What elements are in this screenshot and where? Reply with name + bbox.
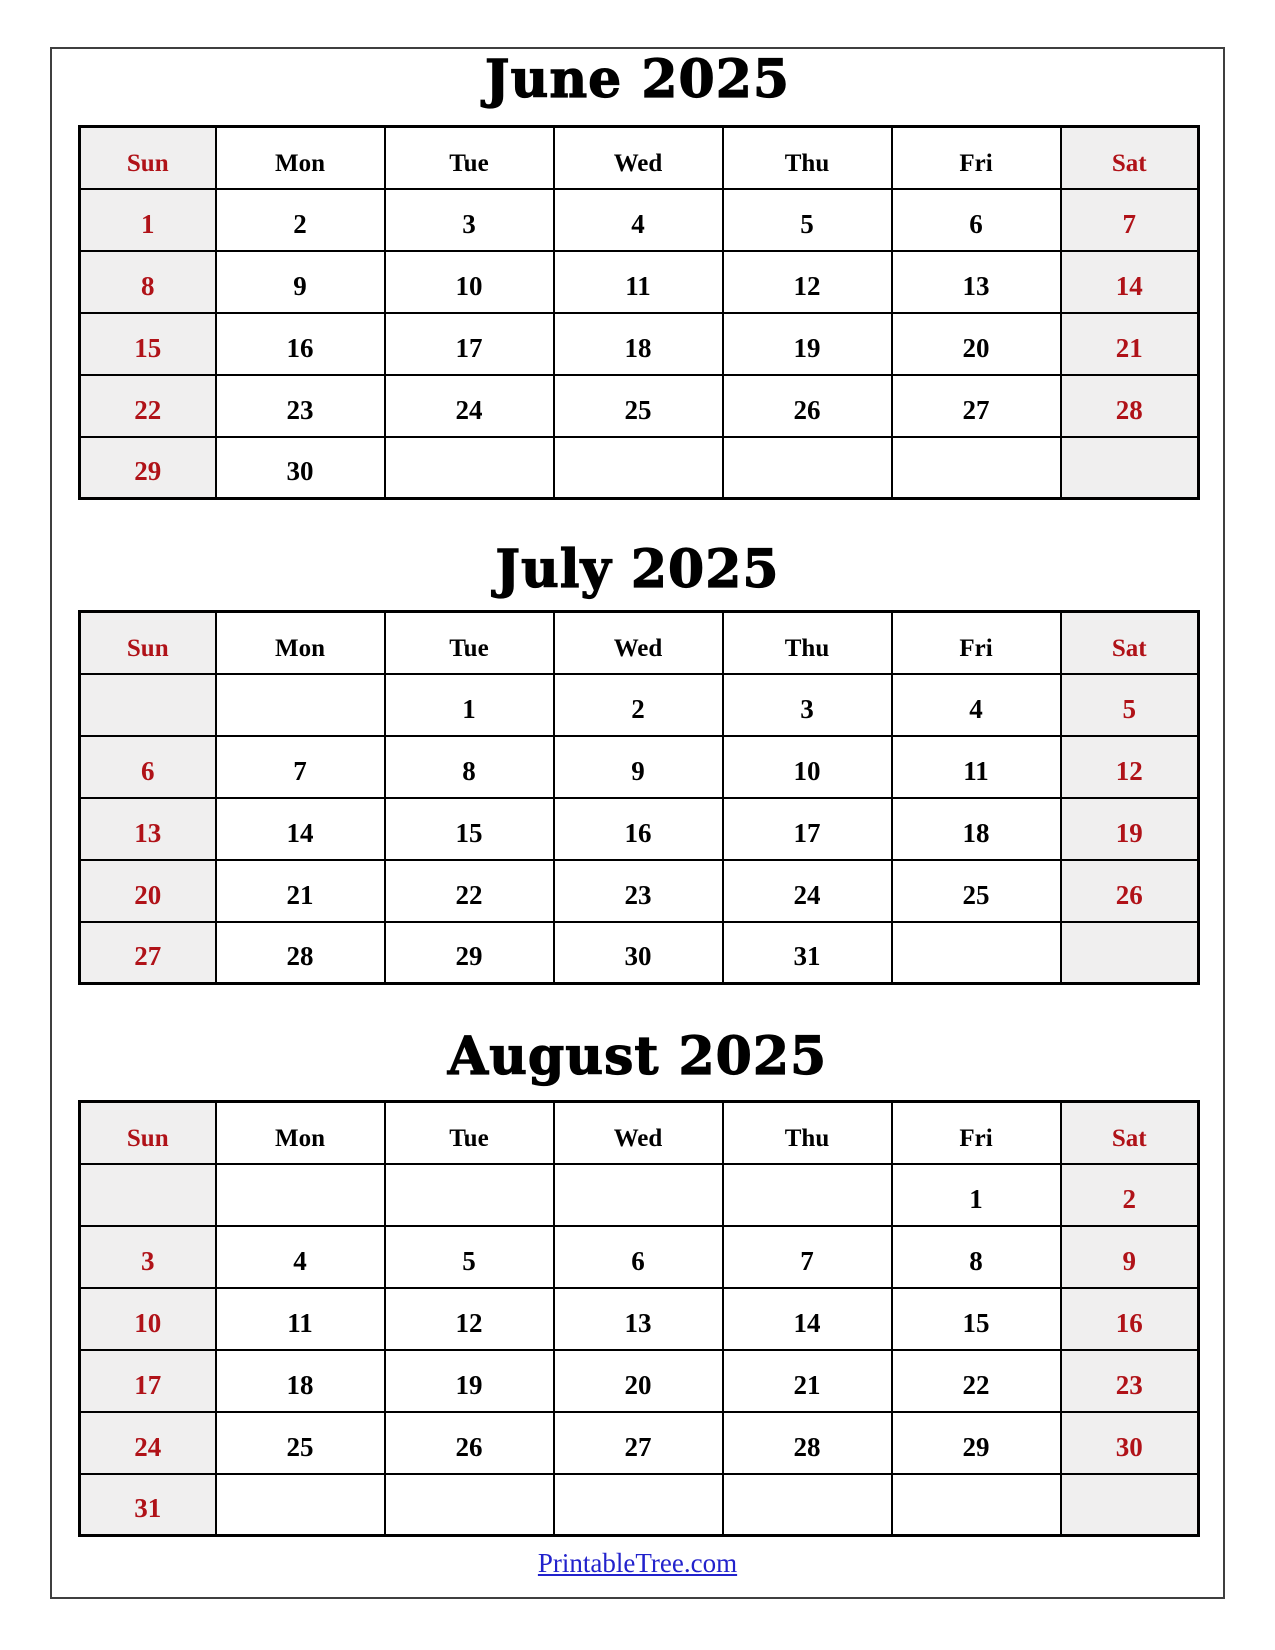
- weekday-header-tue: Tue: [385, 1102, 554, 1164]
- day-cell: 26: [1061, 860, 1199, 922]
- day-cell: 16: [554, 798, 723, 860]
- footer: [0, 1548, 1275, 1579]
- footer-link[interactable]: PrintableTree.com: [537, 1548, 738, 1578]
- day-cell: 9: [216, 251, 385, 313]
- day-cell: 27: [80, 922, 216, 984]
- day-cell: 30: [1061, 1412, 1199, 1474]
- week-row: [80, 189, 1199, 251]
- day-cell: 25: [216, 1412, 385, 1474]
- day-cell: 18: [554, 313, 723, 375]
- day-cell: 17: [723, 798, 892, 860]
- empty-day-cell: [216, 1474, 385, 1536]
- day-cell: 19: [1061, 798, 1199, 860]
- day-cell: 21: [723, 1350, 892, 1412]
- calendar-table-july: [78, 610, 1200, 985]
- day-cell: 6: [892, 189, 1061, 251]
- day-cell: 24: [80, 1412, 216, 1474]
- day-cell: 8: [385, 736, 554, 798]
- day-cell: 15: [385, 798, 554, 860]
- weekday-header-thu: Thu: [723, 612, 892, 674]
- day-cell: 8: [80, 251, 216, 313]
- week-row: [80, 922, 1199, 984]
- empty-day-cell: [80, 674, 216, 736]
- weekday-header-tue: Tue: [385, 127, 554, 189]
- day-cell: 18: [892, 798, 1061, 860]
- day-cell: 21: [216, 860, 385, 922]
- week-row: [80, 375, 1199, 437]
- day-cell: 29: [80, 437, 216, 499]
- day-cell: 3: [80, 1226, 216, 1288]
- week-row: [80, 251, 1199, 313]
- day-cell: 20: [554, 1350, 723, 1412]
- day-cell: 14: [723, 1288, 892, 1350]
- day-cell: 4: [892, 674, 1061, 736]
- day-cell: 13: [892, 251, 1061, 313]
- empty-day-cell: [723, 1474, 892, 1536]
- day-cell: 6: [80, 736, 216, 798]
- day-cell: 29: [892, 1412, 1061, 1474]
- day-cell: 6: [554, 1226, 723, 1288]
- weekday-header-sun: Sun: [80, 1102, 216, 1164]
- day-cell: 29: [385, 922, 554, 984]
- empty-day-cell: [80, 1164, 216, 1226]
- day-cell: 9: [1061, 1226, 1199, 1288]
- weekday-header-sun: Sun: [80, 127, 216, 189]
- day-cell: 27: [892, 375, 1061, 437]
- week-row: [80, 1226, 1199, 1288]
- day-cell: 20: [80, 860, 216, 922]
- weekday-header-thu: Thu: [723, 127, 892, 189]
- day-cell: 11: [554, 251, 723, 313]
- empty-day-cell: [554, 1474, 723, 1536]
- empty-day-cell: [1061, 922, 1199, 984]
- day-cell: 17: [385, 313, 554, 375]
- day-cell: 1: [385, 674, 554, 736]
- weekday-header-mon: Mon: [216, 127, 385, 189]
- week-row: [80, 736, 1199, 798]
- day-cell: 16: [216, 313, 385, 375]
- day-cell: 5: [385, 1226, 554, 1288]
- day-cell: 17: [80, 1350, 216, 1412]
- week-row: [80, 674, 1199, 736]
- day-cell: 25: [892, 860, 1061, 922]
- day-cell: 3: [385, 189, 554, 251]
- day-cell: 14: [1061, 251, 1199, 313]
- weekday-header-fri: Fri: [892, 127, 1061, 189]
- weekday-header-tue: Tue: [385, 612, 554, 674]
- calendar-table-june: [78, 125, 1200, 500]
- day-cell: 22: [892, 1350, 1061, 1412]
- month-title-july: July 2025: [495, 539, 780, 600]
- weekday-header-row: [80, 1102, 1199, 1164]
- day-cell: 16: [1061, 1288, 1199, 1350]
- empty-day-cell: [723, 1164, 892, 1226]
- day-cell: 24: [385, 375, 554, 437]
- day-cell: 24: [723, 860, 892, 922]
- day-cell: 2: [216, 189, 385, 251]
- empty-day-cell: [1061, 437, 1199, 499]
- day-cell: 28: [216, 922, 385, 984]
- day-cell: 8: [892, 1226, 1061, 1288]
- weekday-header-thu: Thu: [723, 1102, 892, 1164]
- day-cell: 23: [1061, 1350, 1199, 1412]
- day-cell: 7: [1061, 189, 1199, 251]
- day-cell: 11: [216, 1288, 385, 1350]
- weekday-header-row: [80, 612, 1199, 674]
- day-cell: 5: [1061, 674, 1199, 736]
- day-cell: 10: [385, 251, 554, 313]
- day-cell: 19: [385, 1350, 554, 1412]
- weekday-header-row: [80, 127, 1199, 189]
- calendar-table-august: [78, 1100, 1200, 1537]
- day-cell: 12: [723, 251, 892, 313]
- day-cell: 14: [216, 798, 385, 860]
- weekday-header-mon: Mon: [216, 1102, 385, 1164]
- day-cell: 21: [1061, 313, 1199, 375]
- empty-day-cell: [385, 1474, 554, 1536]
- day-cell: 10: [80, 1288, 216, 1350]
- empty-day-cell: [892, 437, 1061, 499]
- day-cell: 30: [554, 922, 723, 984]
- day-cell: 1: [80, 189, 216, 251]
- week-row: [80, 860, 1199, 922]
- day-cell: 12: [1061, 736, 1199, 798]
- empty-day-cell: [385, 437, 554, 499]
- empty-day-cell: [892, 922, 1061, 984]
- empty-day-cell: [385, 1164, 554, 1226]
- day-cell: 26: [723, 375, 892, 437]
- day-cell: 12: [385, 1288, 554, 1350]
- week-row: [80, 1412, 1199, 1474]
- day-cell: 10: [723, 736, 892, 798]
- day-cell: 18: [216, 1350, 385, 1412]
- day-cell: 11: [892, 736, 1061, 798]
- month-title-august: August 2025: [447, 1026, 828, 1087]
- week-row: [80, 313, 1199, 375]
- weekday-header-sat: Sat: [1061, 612, 1199, 674]
- day-cell: 27: [554, 1412, 723, 1474]
- weekday-header-wed: Wed: [554, 127, 723, 189]
- weekday-header-fri: Fri: [892, 1102, 1061, 1164]
- day-cell: 22: [385, 860, 554, 922]
- day-cell: 4: [554, 189, 723, 251]
- day-cell: 3: [723, 674, 892, 736]
- day-cell: 19: [723, 313, 892, 375]
- day-cell: 13: [80, 798, 216, 860]
- day-cell: 28: [1061, 375, 1199, 437]
- day-cell: 22: [80, 375, 216, 437]
- day-cell: 15: [892, 1288, 1061, 1350]
- weekday-header-wed: Wed: [554, 612, 723, 674]
- week-row: [80, 1164, 1199, 1226]
- week-row: [80, 1350, 1199, 1412]
- week-row: [80, 1288, 1199, 1350]
- day-cell: 20: [892, 313, 1061, 375]
- empty-day-cell: [554, 1164, 723, 1226]
- day-cell: 5: [723, 189, 892, 251]
- day-cell: 28: [723, 1412, 892, 1474]
- day-cell: 2: [1061, 1164, 1199, 1226]
- empty-day-cell: [723, 437, 892, 499]
- day-cell: 9: [554, 736, 723, 798]
- weekday-header-fri: Fri: [892, 612, 1061, 674]
- empty-day-cell: [554, 437, 723, 499]
- day-cell: 7: [216, 736, 385, 798]
- weekday-header-sat: Sat: [1061, 127, 1199, 189]
- weekday-header-sun: Sun: [80, 612, 216, 674]
- empty-day-cell: [216, 674, 385, 736]
- day-cell: 1: [892, 1164, 1061, 1226]
- day-cell: 4: [216, 1226, 385, 1288]
- month-title-june: June 2025: [484, 49, 791, 110]
- weekday-header-mon: Mon: [216, 612, 385, 674]
- day-cell: 15: [80, 313, 216, 375]
- empty-day-cell: [216, 1164, 385, 1226]
- empty-day-cell: [1061, 1474, 1199, 1536]
- weekday-header-sat: Sat: [1061, 1102, 1199, 1164]
- week-row: [80, 437, 1199, 499]
- day-cell: 30: [216, 437, 385, 499]
- day-cell: 31: [80, 1474, 216, 1536]
- weekday-header-wed: Wed: [554, 1102, 723, 1164]
- day-cell: 7: [723, 1226, 892, 1288]
- day-cell: 23: [554, 860, 723, 922]
- day-cell: 26: [385, 1412, 554, 1474]
- day-cell: 13: [554, 1288, 723, 1350]
- empty-day-cell: [892, 1474, 1061, 1536]
- week-row: [80, 798, 1199, 860]
- week-row: [80, 1474, 1199, 1536]
- day-cell: 25: [554, 375, 723, 437]
- day-cell: 2: [554, 674, 723, 736]
- day-cell: 31: [723, 922, 892, 984]
- day-cell: 23: [216, 375, 385, 437]
